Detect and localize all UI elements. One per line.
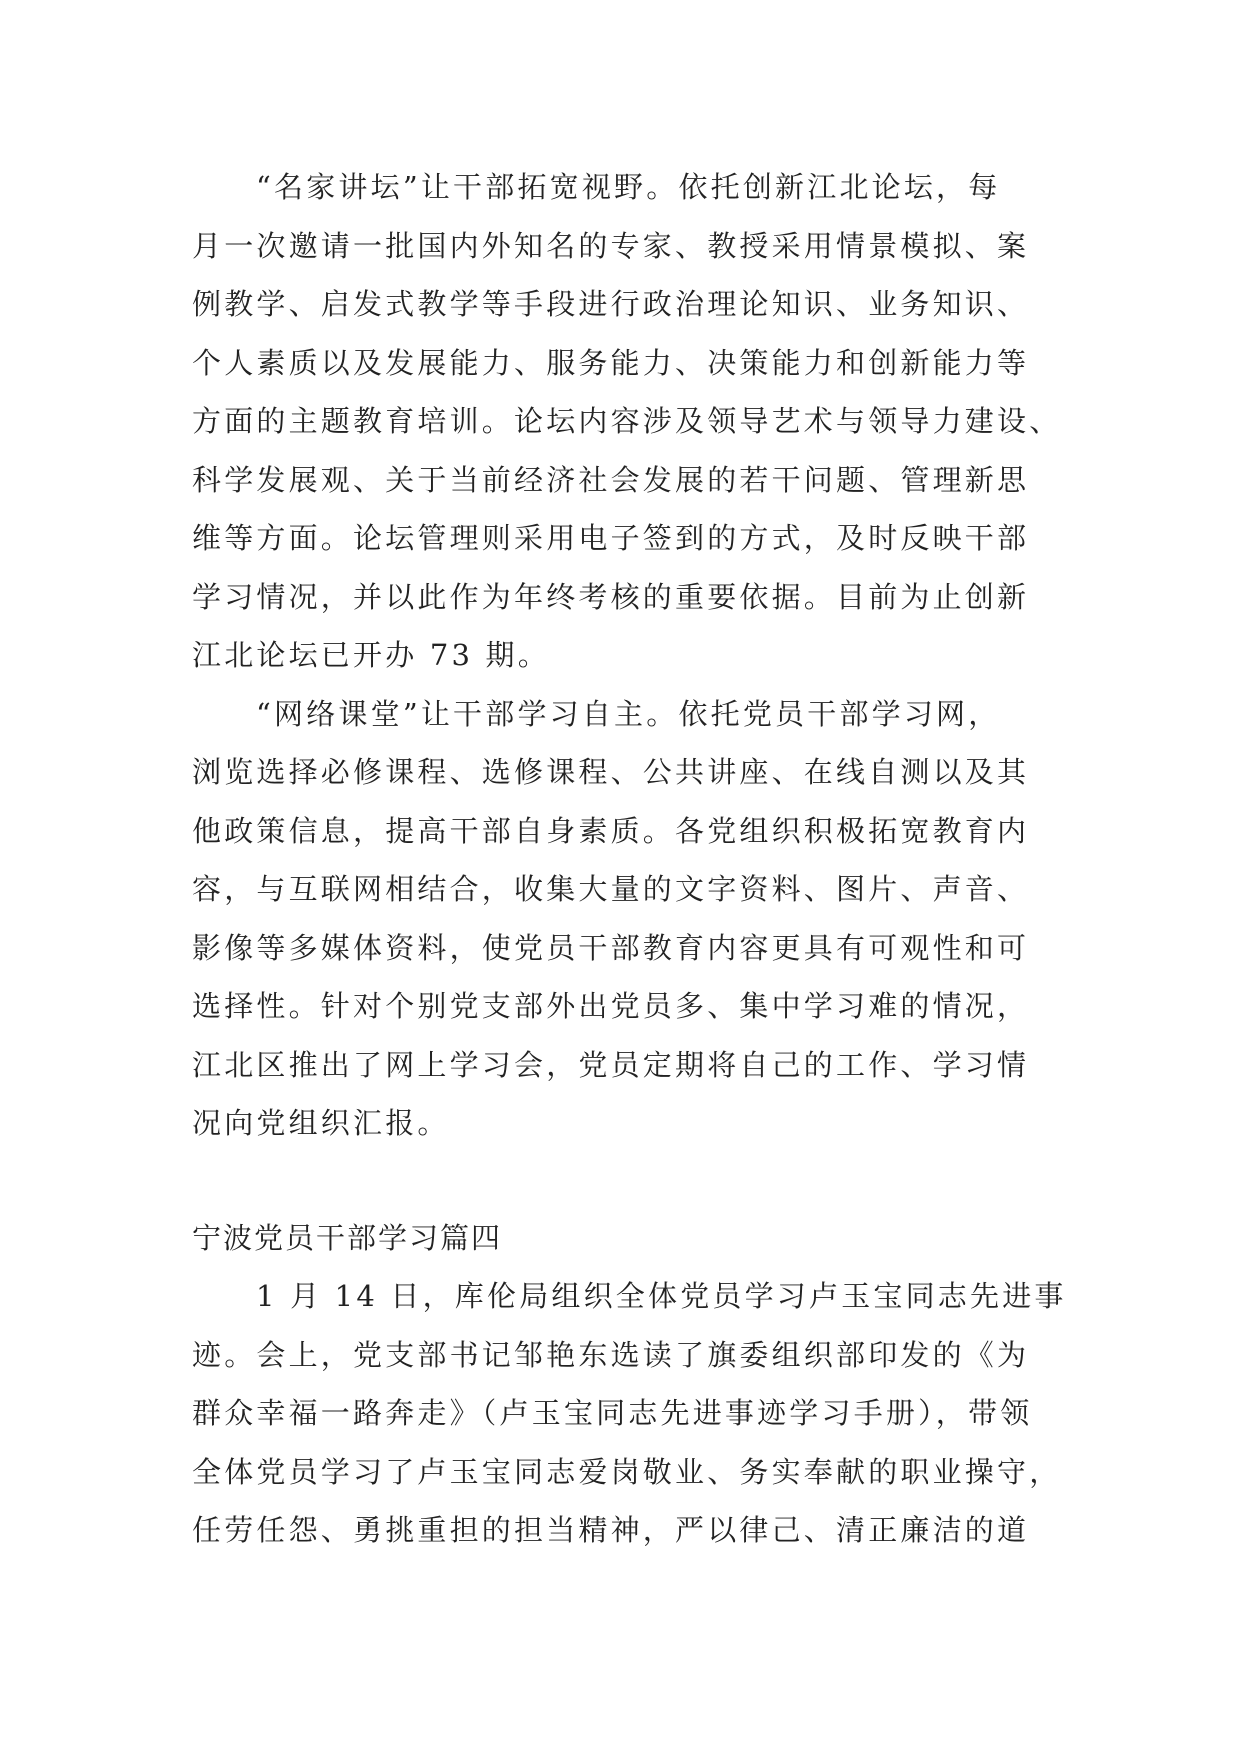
text-line: 1 月 14 日，库伦局组织全体党员学习卢玉宝同志先进事	[256, 1279, 1067, 1313]
text-line: 学习情况，并以此作为年终考核的重要依据。目前为止创新	[192, 579, 1030, 614]
text-line: 他政策信息，提高干部自身素质。各党组织积极拓宽教育内	[192, 813, 1030, 848]
text-line: 维等方面。论坛管理则采用电子签到的方式，及时反映干部	[192, 521, 1030, 555]
text-line: “网络课堂”让干部学习自主。依托党员干部学习网，	[256, 696, 1001, 731]
section-heading: 宁波党员干部学习篇四	[192, 1220, 503, 1255]
text-line: 方面的主题教育培训。论坛内容涉及领导艺术与领导力建设、	[192, 404, 1062, 438]
text-line: 影像等多媒体资料，使党员干部教育内容更具有可观性和可	[192, 930, 1030, 965]
text-line: 个人素质以及发展能力、服务能力、决策能力和创新能力等	[192, 345, 1030, 380]
paragraph-online-classroom	[192, 685, 1062, 1153]
document-body	[192, 158, 1067, 1560]
text-line: 迹。会上，党支部书记邹艳东选读了旗委组织部印发的《为	[192, 1337, 1030, 1372]
text-line: 例教学、启发式教学等手段进行政治理论知识、业务知识、	[192, 287, 1030, 321]
text-line: 选择性。针对个别党支部外出党员多、集中学习难的情况，	[192, 989, 1030, 1023]
text-line: 江北区推出了网上学习会，党员定期将自己的工作、学习情	[192, 1047, 1030, 1082]
text-line: 容，与互联网相结合，收集大量的文字资料、图片、声音、	[192, 872, 1030, 906]
text-line: 任劳任怨、勇挑重担的担当精神，严以律己、清正廉洁的道	[192, 1513, 1030, 1547]
text-line: 全体党员学习了卢玉宝同志爱岗敬业、务实奉献的职业操守，	[192, 1454, 1062, 1489]
text-line: 月一次邀请一批国内外知名的专家、教授采用情景模拟、案	[192, 228, 1030, 263]
text-line: 浏览选择必修课程、选修课程、公共讲座、在线自测以及其	[192, 755, 1030, 789]
text-line: 江北论坛已开办 73 期。	[192, 638, 550, 672]
text-line: 况向党组织汇报。	[192, 1106, 450, 1140]
paragraph-lu-yubao	[192, 1267, 1067, 1560]
text-line: “名家讲坛”让干部拓宽视野。依托创新江北论坛，每	[256, 170, 1001, 204]
section-gap	[192, 1153, 1062, 1209]
text-line: 科学发展观、关于当前经济社会发展的若干问题、管理新思	[192, 462, 1030, 497]
text-line: 群众幸福一路奔走》（卢玉宝同志先进事迹学习手册），带领	[192, 1396, 1033, 1430]
paragraph-famous-lecture	[192, 158, 1062, 685]
